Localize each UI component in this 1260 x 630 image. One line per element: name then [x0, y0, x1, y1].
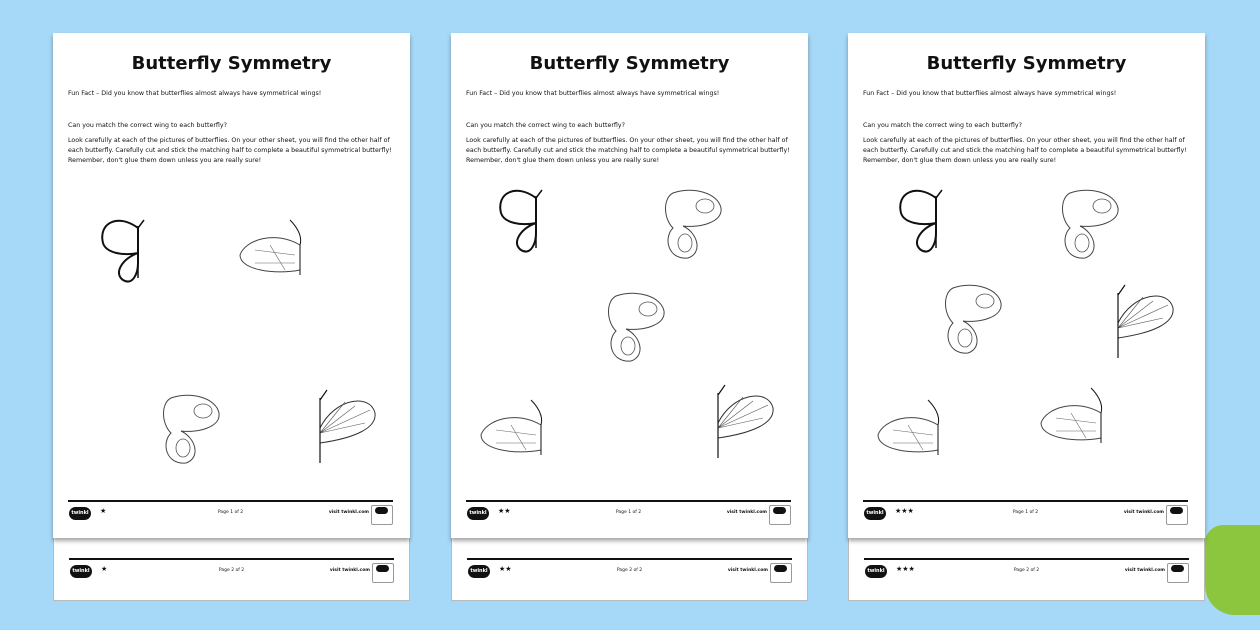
- front-page: [53, 33, 410, 538]
- butterfly-half-icon: [606, 291, 671, 366]
- quality-badge-icon: [1166, 505, 1188, 525]
- question: Can you match the correct wing to each butterfly?: [466, 122, 625, 129]
- site-link[interactable]: visit twinkl.com: [1123, 510, 1164, 515]
- butterfly-half-icon: [161, 393, 226, 468]
- butterfly-half-icon: [873, 395, 948, 475]
- site-link[interactable]: visit twinkl.com: [329, 568, 370, 573]
- quality-badge-icon: [371, 505, 393, 525]
- quality-badge-icon: [372, 563, 394, 583]
- page-number: Page 2 of 2: [1013, 568, 1040, 573]
- site-link[interactable]: visit twinkl.com: [1124, 568, 1165, 573]
- fun-fact: Fun Fact – Did you know that butterflies almost always have symmetrical wings!: [466, 90, 720, 97]
- twinkl-logo: twinkl: [864, 507, 886, 520]
- difficulty-stars: ★: [101, 565, 108, 573]
- quality-badge-icon: [1167, 563, 1189, 583]
- butterfly-half-icon: [1060, 188, 1125, 263]
- footer: [69, 558, 394, 584]
- worksheet-2[interactable]: [451, 33, 808, 601]
- page-number: Page 1 of 2: [615, 510, 642, 515]
- butterfly-half-icon: [663, 188, 728, 263]
- question: Can you match the correct wing to each butterfly?: [68, 122, 227, 129]
- page-title: Butterfly Symmetry: [926, 53, 1127, 74]
- site-link[interactable]: visit twinkl.com: [328, 510, 369, 515]
- quality-badge-icon: [769, 505, 791, 525]
- fun-fact: Fun Fact – Did you know that butterflies almost always have symmetrical wings!: [863, 90, 1117, 97]
- page-title: Butterfly Symmetry: [131, 53, 332, 74]
- back-page: [451, 533, 808, 601]
- butterfly-half-icon: [315, 388, 385, 468]
- difficulty-stars: ★★★: [896, 565, 915, 573]
- page-number: Page 1 of 2: [217, 510, 244, 515]
- instructions: Look carefully at each of the pictures of butterflies. On your other sheet, you will find the other half of each butterfly. Carefully cut and stick the matching half to complete a beautiful symmetrical butterfly! Remember, don't glue them down unless you are really sure!: [68, 137, 392, 164]
- difficulty-stars: ★: [100, 507, 107, 515]
- twinkl-logo: twinkl: [69, 507, 91, 520]
- front-page: [848, 33, 1205, 538]
- page-number: Page 1 of 2: [1012, 510, 1039, 515]
- page-title: Butterfly Symmetry: [529, 53, 730, 74]
- question: Can you match the correct wing to each butterfly?: [863, 122, 1022, 129]
- butterfly-half-icon: [1113, 283, 1183, 363]
- quality-badge-icon: [770, 563, 792, 583]
- butterfly-half-icon: [476, 395, 551, 475]
- instructions: Look carefully at each of the pictures of butterflies. On your other sheet, you will find the other half of each butterfly. Carefully cut and stick the matching half to complete a beautiful symmetrical butterfly! Remember, don't glue them down unless you are really sure!: [466, 137, 790, 164]
- butterfly-half-icon: [713, 383, 783, 463]
- worksheet-1[interactable]: [53, 33, 410, 601]
- worksheet-3[interactable]: [848, 33, 1205, 601]
- footer: [864, 558, 1189, 584]
- twinkl-logo: twinkl: [468, 565, 490, 578]
- footer: [68, 500, 393, 526]
- page-number: Page 2 of 2: [616, 568, 643, 573]
- twinkl-logo: twinkl: [467, 507, 489, 520]
- back-page: [53, 533, 410, 601]
- footer: [466, 500, 791, 526]
- twinkl-logo: twinkl: [70, 565, 92, 578]
- fun-fact: Fun Fact – Did you know that butterflies almost always have symmetrical wings!: [68, 90, 322, 97]
- difficulty-stars: ★★: [498, 507, 511, 515]
- twinkl-logo: twinkl: [865, 565, 887, 578]
- footer: [467, 558, 792, 584]
- front-page: [451, 33, 808, 538]
- background-decoration: [1205, 525, 1260, 615]
- butterfly-half-icon: [943, 283, 1008, 358]
- site-link[interactable]: visit twinkl.com: [727, 568, 768, 573]
- back-page: [848, 533, 1205, 601]
- butterfly-half-icon: [98, 218, 158, 293]
- butterfly-half-icon: [496, 188, 556, 263]
- page-number: Page 2 of 2: [218, 568, 245, 573]
- instructions: Look carefully at each of the pictures of butterflies. On your other sheet, you will find the other half of each butterfly. Carefully cut and stick the matching half to complete a beautiful symmetrical butterfly! Remember, don't glue them down unless you are really sure!: [863, 137, 1187, 164]
- footer: [863, 500, 1188, 526]
- butterfly-half-icon: [896, 188, 956, 263]
- butterfly-half-icon: [235, 215, 310, 295]
- site-link[interactable]: visit twinkl.com: [726, 510, 767, 515]
- difficulty-stars: ★★★: [895, 507, 914, 515]
- difficulty-stars: ★★: [499, 565, 512, 573]
- butterfly-half-icon: [1036, 383, 1116, 473]
